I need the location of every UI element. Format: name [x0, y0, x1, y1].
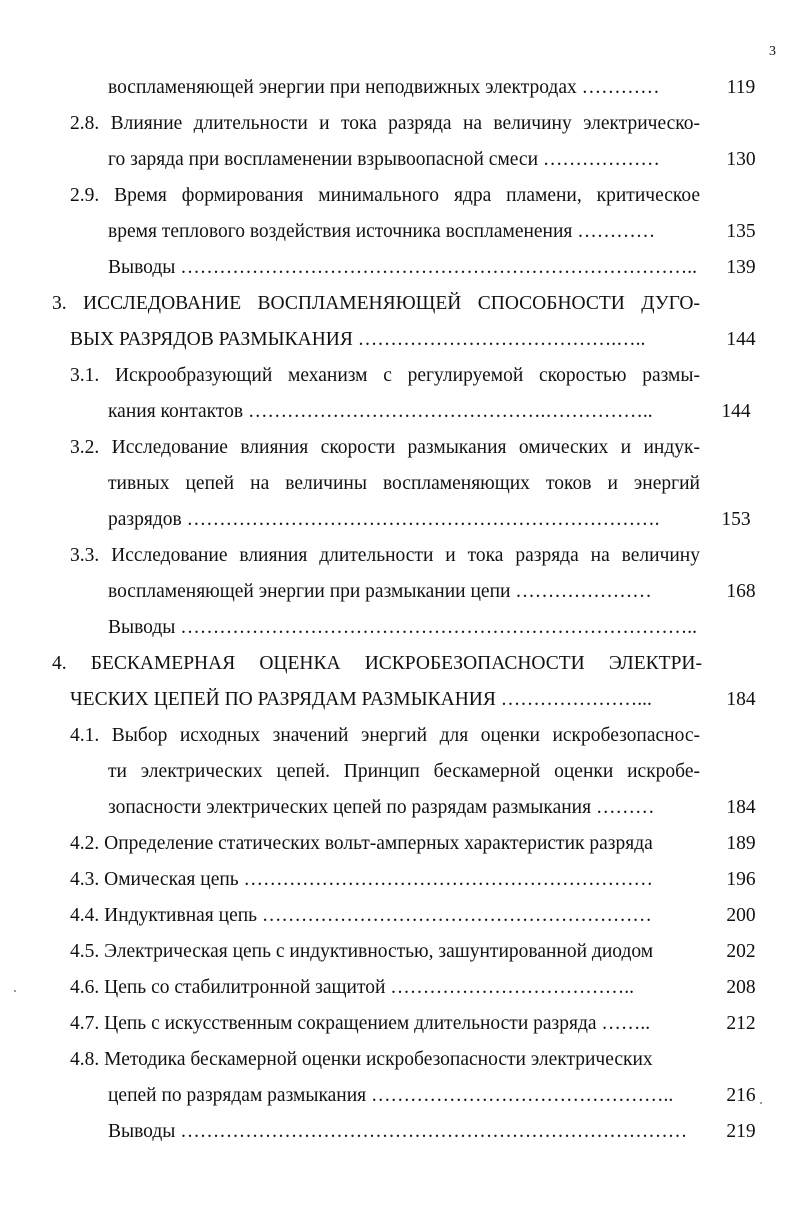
toc-text: время теплового воздействия источника воспламенения ………… — [108, 221, 656, 242]
toc-text: го заряда при воспламенении взрывоопасной смеси ……………… — [108, 149, 660, 170]
toc-line — [70, 970, 704, 1006]
toc-text: 3. ИССЛЕДОВАНИЕ ВОСПЛАМЕНЯЮЩЕЙ СПОСОБНОСТИ ДУГО- — [52, 293, 700, 314]
toc-line — [70, 178, 700, 214]
toc-line — [108, 574, 704, 610]
toc-text: 4.3. Омическая цепь ……………………………………………………… — [70, 869, 654, 890]
toc-text: разрядов ………………………………………………………………. — [108, 509, 660, 530]
toc-line — [108, 1078, 704, 1114]
toc-line — [70, 862, 704, 898]
toc-page: 208 — [726, 977, 756, 998]
toc-line — [70, 358, 700, 394]
toc-text: кания контактов ……………………………………….…………….. — [108, 401, 653, 422]
toc-text: цепей по разрядам размыкания ……………………………………….. — [108, 1085, 674, 1106]
toc-line — [108, 214, 704, 250]
toc-text: Выводы …………………………………………………………………….. — [108, 257, 698, 278]
toc-line — [52, 286, 700, 322]
toc-line — [108, 70, 704, 106]
toc-text: ЧЕСКИХ ЦЕПЕЙ ПО РАЗРЯДАМ РАЗМЫКАНИЯ …………………... — [70, 689, 652, 710]
toc-text: тивных цепей на величины воспламеняющих токов и энергий — [108, 473, 700, 494]
toc-page: 202 — [726, 941, 756, 962]
toc-line — [108, 466, 700, 502]
toc-page: 130 — [726, 149, 756, 170]
toc-line — [108, 502, 704, 538]
toc-text: 4. БЕСКАМЕРНАЯ ОЦЕНКА ИСКРОБЕЗОПАСНОСТИ ЭЛЕКТРИ- — [52, 653, 702, 674]
toc-page: 184 — [726, 797, 756, 818]
toc-text: 2.8. Влияние длительности и тока разряда на величину электрическо- — [70, 113, 700, 134]
scan-speck — [760, 1102, 762, 1104]
toc-text: 2.9. Время формирования минимального ядра пламени, критическое — [70, 185, 700, 206]
toc-page: 139 — [726, 257, 756, 278]
toc-line — [70, 1006, 704, 1042]
toc-line — [108, 394, 704, 430]
toc-page: 216 — [726, 1085, 756, 1106]
toc-line — [108, 790, 704, 826]
toc-line — [108, 250, 704, 286]
toc-line — [52, 646, 702, 682]
toc-text: 4.4. Индуктивная цепь …………………………………………………… — [70, 905, 652, 926]
toc-line — [108, 142, 704, 178]
toc-text: зопасности электрических цепей по разрядам размыкания ……… — [108, 797, 655, 818]
toc-text: воспламеняющей энергии при размыкании цепи ………………… — [108, 581, 652, 602]
toc-text: 4.5. Электрическая цепь с индуктивностью, зашунтированной диодом — [70, 941, 654, 962]
toc-text: 4.2. Определение статических вольт-амперных характеристик разряда — [70, 833, 653, 854]
toc-page: 119 — [726, 77, 756, 98]
toc-page: 144 — [721, 401, 751, 422]
toc-line — [108, 610, 704, 646]
toc-line — [70, 682, 704, 718]
toc-page: 153 — [721, 509, 751, 530]
toc-page: 212 — [726, 1013, 756, 1034]
toc-line — [70, 106, 700, 142]
toc-text: 4.8. Методика бескамерной оценки искробезопасности электрических — [70, 1049, 653, 1070]
toc-line — [108, 754, 700, 790]
toc-text: 3.1. Искрообразующий механизм с регулируемой скоростью размы- — [70, 365, 700, 386]
toc-line — [70, 826, 704, 862]
toc-text: Выводы …………………………………………………………………… — [108, 1121, 688, 1142]
toc-page: 168 — [726, 581, 756, 602]
toc-page: 196 — [726, 869, 756, 890]
toc-page: 135 — [726, 221, 756, 242]
toc-text: 4.1. Выбор исходных значений энергий для оценки искробезопаснос- — [70, 725, 700, 746]
toc-page: 200 — [726, 905, 756, 926]
toc-text: 4.6. Цепь со стабилитронной защитой ……………………………….. — [70, 977, 635, 998]
toc-line — [70, 322, 704, 358]
toc-page: 189 — [726, 833, 756, 854]
page-number: 3 — [769, 44, 776, 59]
toc-text: воспламеняющей энергии при неподвижных электродах ………… — [108, 77, 660, 98]
toc-page: 219 — [726, 1121, 756, 1142]
toc-line — [70, 934, 704, 970]
toc-page: 144 — [726, 329, 756, 350]
toc-page: 184 — [726, 689, 756, 710]
toc-line — [70, 538, 700, 574]
scan-speck — [14, 990, 16, 992]
toc-text: ти электрических цепей. Принцип бескамерной оценки искробе- — [108, 761, 700, 782]
toc-text: 3.2. Исследование влияния скорости размыкания омических и индук- — [70, 437, 700, 458]
toc-line — [70, 1042, 704, 1078]
toc-text: ВЫХ РАЗРЯДОВ РАЗМЫКАНИЯ ………………………………….….. — [70, 329, 646, 350]
toc-text: 3.3. Исследование влияния длительности и тока разряда на величину — [70, 545, 700, 566]
toc-text: Выводы …………………………………………………………………….. — [108, 617, 698, 638]
toc-line — [70, 898, 704, 934]
toc-line — [70, 718, 700, 754]
toc-text: 4.7. Цепь с искусственным сокращением длительности разряда …….. — [70, 1013, 651, 1034]
toc-line — [108, 1114, 704, 1150]
toc-line — [70, 430, 700, 466]
